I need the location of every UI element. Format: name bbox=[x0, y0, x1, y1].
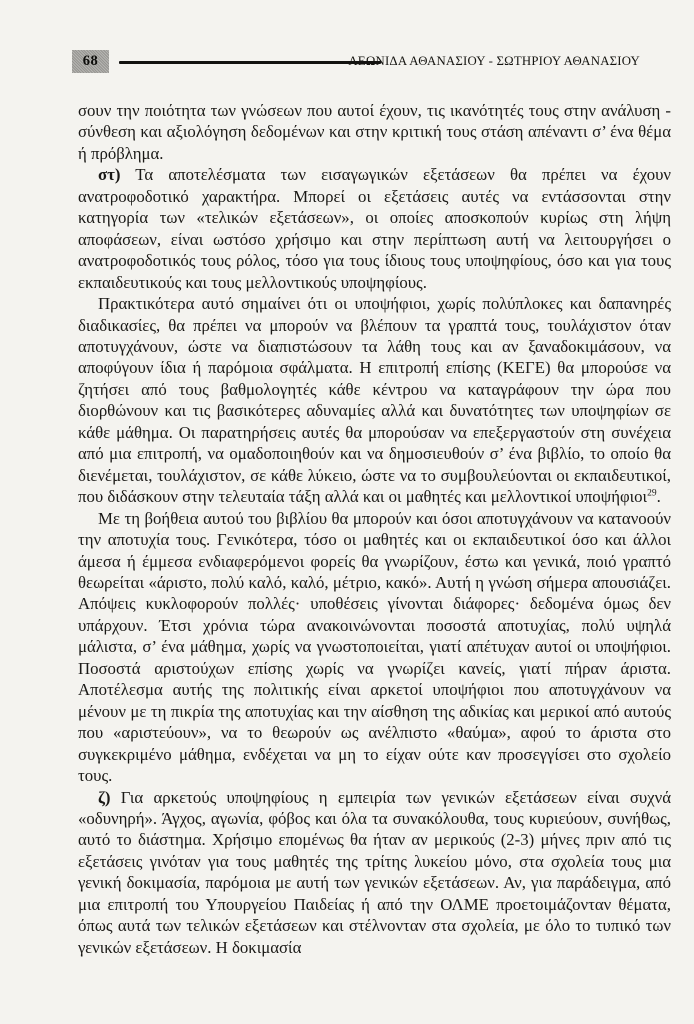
paragraph bbox=[78, 787, 671, 959]
footnote-ref: 29 bbox=[647, 488, 657, 499]
page-header bbox=[72, 50, 640, 76]
paragraph-text: Τα αποτελέσματα των εισαγωγικών εξετάσεων θα πρέπει να έχουν ανατροφοδοτικό χαρακτήρα. Μπορεί οι εξετάσεις αυτές να εντάσσονται στην κατηγορία των «τελικών εξετάσεων», οι οποίες αποσκοπούν κυρίως στη λήψη αποφάσεων, είναι ωστόσο χρήσιμο και στην περίπτωση αυτή να λειτουργήσει ο ανατροφοδοτικός τους ρόλος, τόσο για τους ίδιους τους υποψηφίους, όσο και για τους εκπαιδευτικούς και τους μελλοντικούς υποψηφίους. bbox=[78, 165, 671, 292]
paragraph-text: Για αρκετούς υποψηφίους η εμπειρία των γενικών εξετάσεων είναι συχνά «οδυνηρή». Άγχος, αγωνία, φόβος και όλα τα συνακόλουθα, τους κυριεύουν, συνήθως, αυτό το διάστημα. Χρήσιμο επομένως θα ήταν αν μερικούς (2-3) μήνες πριν από τις εξετάσεις γινόταν για τους μαθητές της τρίτης λυκείου μόνο, στα σχολεία τους μια γενική δοκιμασία, παρόμοια με αυτή των γενικών εξετάσεων. Αν, για παράδειγμα, από μια επιτροπή του Υπουργείου Παιδείας ή από την ΟΛΜΕ προετοιμάζονταν θέματα, όπως αυτά των τελικών εξετάσεων και στέλνονταν στα σχολεία, με όλο το τυπικό των γενικών εξετάσεων. Η δοκιμασία bbox=[78, 787, 671, 957]
paragraph bbox=[78, 293, 671, 508]
paragraph-lead: στ) bbox=[98, 165, 121, 185]
paragraph bbox=[78, 508, 671, 787]
page-number-badge: 68 bbox=[72, 50, 109, 73]
header-rule bbox=[119, 61, 381, 64]
page-body bbox=[78, 100, 671, 958]
paragraph-text-tail: . bbox=[656, 487, 661, 507]
paragraph bbox=[78, 100, 671, 164]
running-header: ΛΕΩΝΙΔΑ ΑΘΑΝΑΣΙΟΥ - ΣΩΤΗΡΙΟΥ ΑΘΑΝΑΣΙΟΥ bbox=[348, 54, 640, 68]
paragraph-text: Με τη βοήθεια αυτού του βιβλίου θα μπορούν και όσοι αποτυγχάνουν να κατανοούν την αποτυχία τους. Γενικότερα, τόσο οι μαθητές και οι εκπαιδευτικοί όσο και άλλοι άμεσα ή έμμεσα ενδιαφερόμενοι φορείς θα γνωρίζουν, έστω και γενικά, ποιό γραπτό θεωρείται «άριστο, πολύ καλό, καλό, μέτριο, κακό». Αυτή η γνώση σήμερα απουσιάζει. Απόψεις κυκλοφορούν πολλές· υποθέσεις γίνονται διάφορες· δεδομένα όμως δεν υπάρχουν. Έτσι χρόνια τώρα ανακοινώνονται ποσοστά αποτυχίας, πολύ υψηλά μάλιστα, σ’ ένα μάθημα, χωρίς να γνωστοποιείται, γιατί απέτυχαν αυτοί οι υποψήφιοι. Ποσοστά αριστούχων επίσης χωρίς να γνωρίζει κανείς, γιατί πήραν άριστα. Αποτέλεσμα αυτής της πολιτικής είναι αρκετοί υποψήφιοι που αποτυγχάνουν να μένουν με τη πικρία της αποτυχίας και την αίσθηση της αδικίας και μερικοί από αυτούς που «αριστεύουν», να το θεωρούν ως ανέλπιστο «θαύμα», αφού το άριστα στο συγκεκριμένο μάθημα, ενδέχεται να μη το είχαν ούτε καν προσεγγίσει στο σχολείο τους. bbox=[78, 508, 671, 786]
paragraph-text: Πρακτικότερα αυτό σημαίνει ότι οι υποψήφιοι, χωρίς πολύπλοκες και δαπανηρές διαδικασίες, θα πρέπει να μπορούν να βλέπουν τα γραπτά τους, τουλάχιστον όταν αποτυγχάνουν, ώστε να διαπιστώσουν τα λάθη τους και αν ξαναδοκιμάσουν, να αποφύγουν ίδια ή παρόμοια σφάλματα. Η επιτροπή επίσης (ΚΕΓΕ) θα μπορούσε να ζητήσει από τους βαθμολογητές κάθε κέντρου να καταγράφουν την ώρα που διορθώνουν και τις βασικότερες αδυναμίες αλλά και δυνατότητες των υποψηφίων σε κάθε μάθημα. Οι παρατηρήσεις αυτές θα μπορούσαν να επεξεργαστούν στη συνέχεια από μια επιτροπή, να ομαδοποιηθούν και να δημοσιευθούν σ’ ένα βιβλίο, το οποίο θα διενέμεται, τουλάχιστον, σε κάθε λύκειο, ώστε να το συμβουλεύονται οι εκπαιδευτικοί, που διδάσκουν στην τελευταία τάξη αλλά και οι μαθητές και μελλοντικοί υποψήφιοι bbox=[78, 294, 671, 507]
paragraph bbox=[78, 164, 671, 293]
paragraph-text: σουν την ποιότητα των γνώσεων που αυτοί έχουν, τις ικανότητές τους στην ανάλυση - σύνθεση και αξιολόγηση δεδομένων και στην κριτική τους στάση απέναντι σ’ ένα θέμα ή πρόβλημα. bbox=[78, 101, 671, 163]
paragraph-lead: ζ) bbox=[98, 787, 111, 807]
